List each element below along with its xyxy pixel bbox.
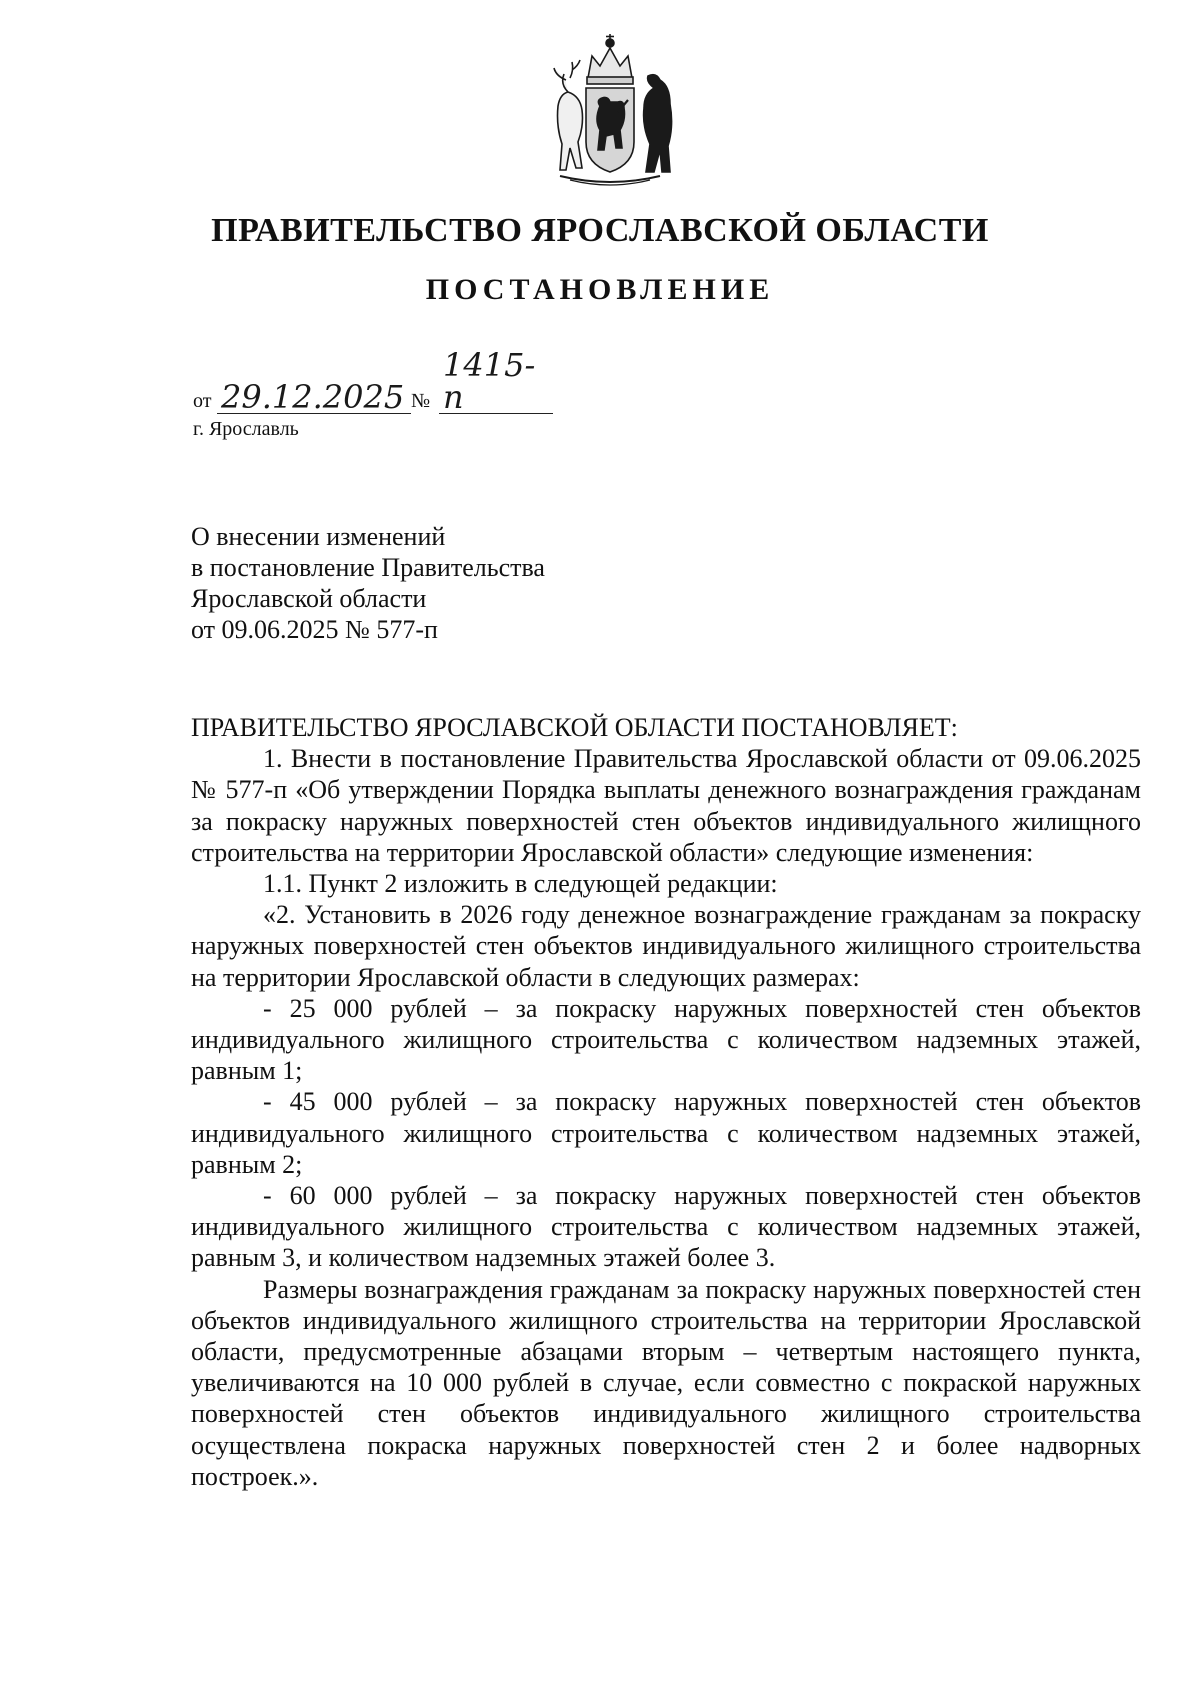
handwritten-number: 1415-п	[439, 349, 553, 414]
number-label: №	[411, 390, 431, 412]
date-label: от	[193, 390, 212, 412]
body-paragraph: Размеры вознаграждения гражданам за покраску наружных поверхностей стен объектов индивидуального жилищного строительства на территории Ярославской области, предусмотренные абзацами вторым – четвертым настоящего пункта, увеличиваются на 10 000 рублей в случае, если совместно с покраской наружных поверхностей стен объектов индивидуального жилищного строительства осуществлена покраска наружных поверхностей стен 2 и более надворных построек.».	[191, 1274, 1141, 1491]
decree-intro: ПРАВИТЕЛЬСТВО ЯРОСЛАВСКОЙ ОБЛАСТИ ПОСТАНОВЛЯЕТ:	[191, 713, 958, 742]
body-paragraph: - 45 000 рублей – за покраску наружных поверхностей стен объектов индивидуального жилищного строительства с количеством надземных этажей, равным 2;	[191, 1087, 1141, 1179]
document-subject	[191, 521, 545, 645]
document-type: ПОСТАНОВЛЕНИЕ	[425, 273, 775, 306]
government-title: ПРАВИТЕЛЬСТВО ЯРОСЛАВСКОЙ ОБЛАСТИ	[211, 212, 989, 249]
document-body	[191, 712, 1141, 1492]
body-paragraph: 1.1. Пункт 2 изложить в следующей редакции:	[263, 869, 778, 899]
body-paragraph: - 25 000 рублей – за покраску наружных поверхностей стен объектов индивидуального жилищного строительства с количеством надземных этажей, равным 1;	[191, 993, 1141, 1086]
handwritten-date: 29.12.2025	[217, 381, 411, 414]
registration-line	[193, 346, 753, 416]
body-paragraph: «2. Установить в 2026 году денежное вознаграждение гражданам за покраску наружных поверхностей стен объектов индивидуального жилищного строительства на территории Ярославской области в следующих размерах:	[191, 900, 1141, 992]
city-line: г. Ярославль	[193, 418, 299, 440]
body-paragraph: 1. Внести в постановление Правительства Ярославской области от 09.06.2025 № 577-п «Об утверждении Порядка выплаты денежного вознаграждения гражданам за покраску наружных поверхностей стен объектов индивидуального жилищного строительства на территории Ярославской области» следующие изменения:	[191, 744, 1141, 867]
subject-line: Ярославской области	[191, 584, 427, 613]
coat-of-arms-emblem	[530, 30, 690, 192]
subject-line: в постановление Правительства	[191, 553, 545, 582]
body-paragraph: - 60 000 рублей – за покраску наружных поверхностей стен объектов индивидуального жилищного строительства с количеством надземных этажей, равным 3, и количеством надземных этажей более 3.	[191, 1181, 1141, 1273]
subject-line: от 09.06.2025 № 577-п	[191, 615, 438, 644]
subject-line: О внесении изменений	[191, 522, 446, 551]
